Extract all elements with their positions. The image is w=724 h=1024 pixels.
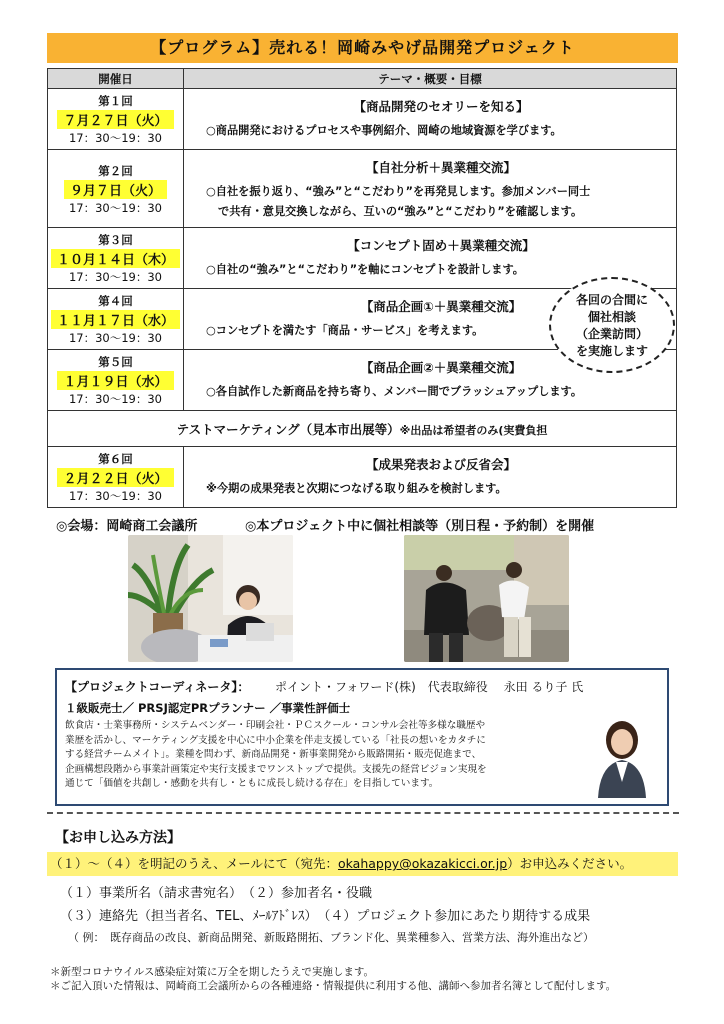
table-row [48, 89, 677, 150]
session-date: ２月２２日（火） [57, 468, 173, 487]
bio-line: する経営チームメイト」。業種を問わず、新商品開発・新事業開発から販路開拓・販売促進まで、 [65, 749, 482, 761]
session-desc: ○自社を振り返り、“強み”と“こだわり”を再発見します。参加メンバー同士 [206, 185, 591, 198]
visit-photo [404, 535, 569, 662]
bio-line: 業歴を活かし、マーケティング支援を中心に中小企業を伴走支援している「社長の想いをカタチに [65, 734, 486, 746]
session-desc: ○各自試作した新商品を持ち寄り、メンバー間でブラッシュアップします。 [206, 385, 583, 398]
consultation-label: ◎本プロジェクト中に個社相談等（別日程・予約制）を開催 [245, 519, 595, 534]
table-row [48, 447, 677, 508]
footnote: ＊新型コロナウイルス感染症対策に万全を期したうえで実施します。 [50, 966, 375, 978]
session-round: 第３回 [98, 233, 133, 247]
test-marketing-label: テストマーケティング（見本市出展等） [176, 421, 400, 437]
session-topic: 【コンセプト固め＋異業種交流】 [347, 238, 535, 253]
bubble-line: 個社相談 [587, 310, 636, 324]
bubble-line: を実施します [575, 344, 648, 358]
session-topic: 【自社分析＋異業種交流】 [365, 160, 516, 175]
meeting-photo [128, 535, 293, 662]
coordinator-name: ポイント・フォワード(株) 代表取締役 永田 るり子 氏 [275, 680, 584, 694]
coordinator-credentials: １級販売士／ PRSJ認定PRプランナー ／事業性評価士 [65, 701, 351, 715]
footnotes [50, 965, 616, 993]
session-round: 第２回 [98, 163, 133, 178]
session-time: 17：30～19：30 [68, 131, 163, 145]
session-round: 第１回 [98, 94, 133, 108]
apply-items-line1: （１）事業所名（請求書宛名） （２）参加者名・役職 [60, 886, 373, 901]
session-date: ９月７日（火） [64, 180, 167, 199]
apply-instruction-text-end: ）お申込みください。 [507, 856, 633, 871]
bubble-line: （企業訪問） [575, 327, 648, 341]
apply-instruction-text: （１）～（４）を明記のうえ、メールにて（宛先： [50, 856, 339, 871]
session-desc: ※今期の成果発表と次期につなげる取り組みを検討します。 [206, 482, 507, 495]
apply-instruction [47, 852, 678, 876]
session-date: ７月２７日（火） [57, 110, 173, 129]
table-row [48, 150, 677, 228]
table-row [48, 228, 677, 289]
session-round: 第５回 [98, 355, 133, 369]
test-marketing-note: ※出品は希望者のみ(実費負担 [399, 423, 548, 437]
session-time: 17：30～19：30 [68, 200, 163, 215]
session-topic: 【商品開発のセオリーを知る】 [353, 99, 529, 114]
session-desc: ○コンセプトを満たす「商品・サービス」を考えます。 [206, 324, 484, 337]
session-date: １１月１７日（水） [51, 310, 180, 329]
session-desc: ○自社の“強み”と“こだわり”を軸にコンセプトを設計します。 [206, 263, 524, 276]
section-divider [47, 812, 679, 814]
bio-line: 企画構想段階から事業計画策定や実行支援までワンストップで提供。支援先の経営ビジョン実現を [65, 763, 487, 775]
session-date: １０月１４日（木） [51, 249, 180, 268]
session-topic: 【商品企画②＋異業種交流】 [360, 360, 522, 375]
footnote: ＊ご記入頂いた情報は、岡崎商工会議所からの各種連絡・情報提供に利用する他、講師へ参加者名簿として配付します。 [50, 980, 617, 992]
session-round: 第４回 [98, 294, 133, 308]
consultation-bubble [549, 277, 675, 373]
visit-photo-image [404, 535, 569, 662]
session-time: 17：30～19：30 [68, 489, 163, 503]
coordinator-bio [65, 719, 585, 792]
email-link[interactable]: okahappy@okazakicci.or.jp [338, 856, 508, 871]
apply-example: （ 例： 既存商品の改良、新商品開発、新販路開拓、ブランド化、異業種参入、営業方法、海外進出など） [68, 931, 594, 944]
coordinator-portrait [588, 712, 656, 798]
bio-line: 飲食店・士業事務所・システムベンダー・印刷会社・ＰＣスクール・コンサル会社等多様な職歴や [65, 720, 486, 731]
session-desc: で共有・意見交換しながら、互いの“強み”と“こだわり”を確認します。 [218, 205, 583, 218]
coordinator-heading: 【プロジェクトコーディネータ】： [65, 680, 250, 694]
session-topic: 【成果発表および反省会】 [365, 457, 516, 472]
table-header-row [48, 69, 677, 89]
bio-line: 通じて「価値を共創し・感動を共有し・ともに成長し続ける存在」を目指しています。 [65, 778, 439, 790]
apply-items-line2: （３）連絡先（担当者名、TEL、ﾒｰﾙｱﾄﾞﾚｽ） （４）プロジェクト参加にあたり期待する成果 [60, 909, 591, 924]
session-desc: ○商品開発におけるプロセスや事例紹介、岡崎の地域資源を学びます。 [206, 124, 562, 137]
test-marketing-row [48, 411, 677, 447]
session-time: 17：30～19：30 [68, 392, 163, 406]
meeting-photo-image [128, 535, 293, 662]
session-time: 17：30～19：30 [68, 270, 163, 284]
session-date: １月１９日（水） [57, 371, 173, 390]
bubble-line: 各回の合間に [575, 293, 648, 307]
coordinator-portrait-image [588, 712, 656, 798]
apply-heading: 【お申し込み方法】 [55, 830, 181, 846]
page-title: 【プログラム】売れる！岡崎みやげ品開発プロジェクト [47, 33, 678, 63]
session-round: 第６回 [98, 452, 133, 466]
session-topic: 【商品企画①＋異業種交流】 [360, 299, 522, 314]
venue-label: ◎会場：岡崎商工会議所 [56, 519, 198, 534]
session-time: 17：30～19：30 [68, 331, 163, 345]
header-date: 開催日 [48, 69, 184, 89]
header-theme: テーマ・概要・目標 [184, 69, 677, 89]
